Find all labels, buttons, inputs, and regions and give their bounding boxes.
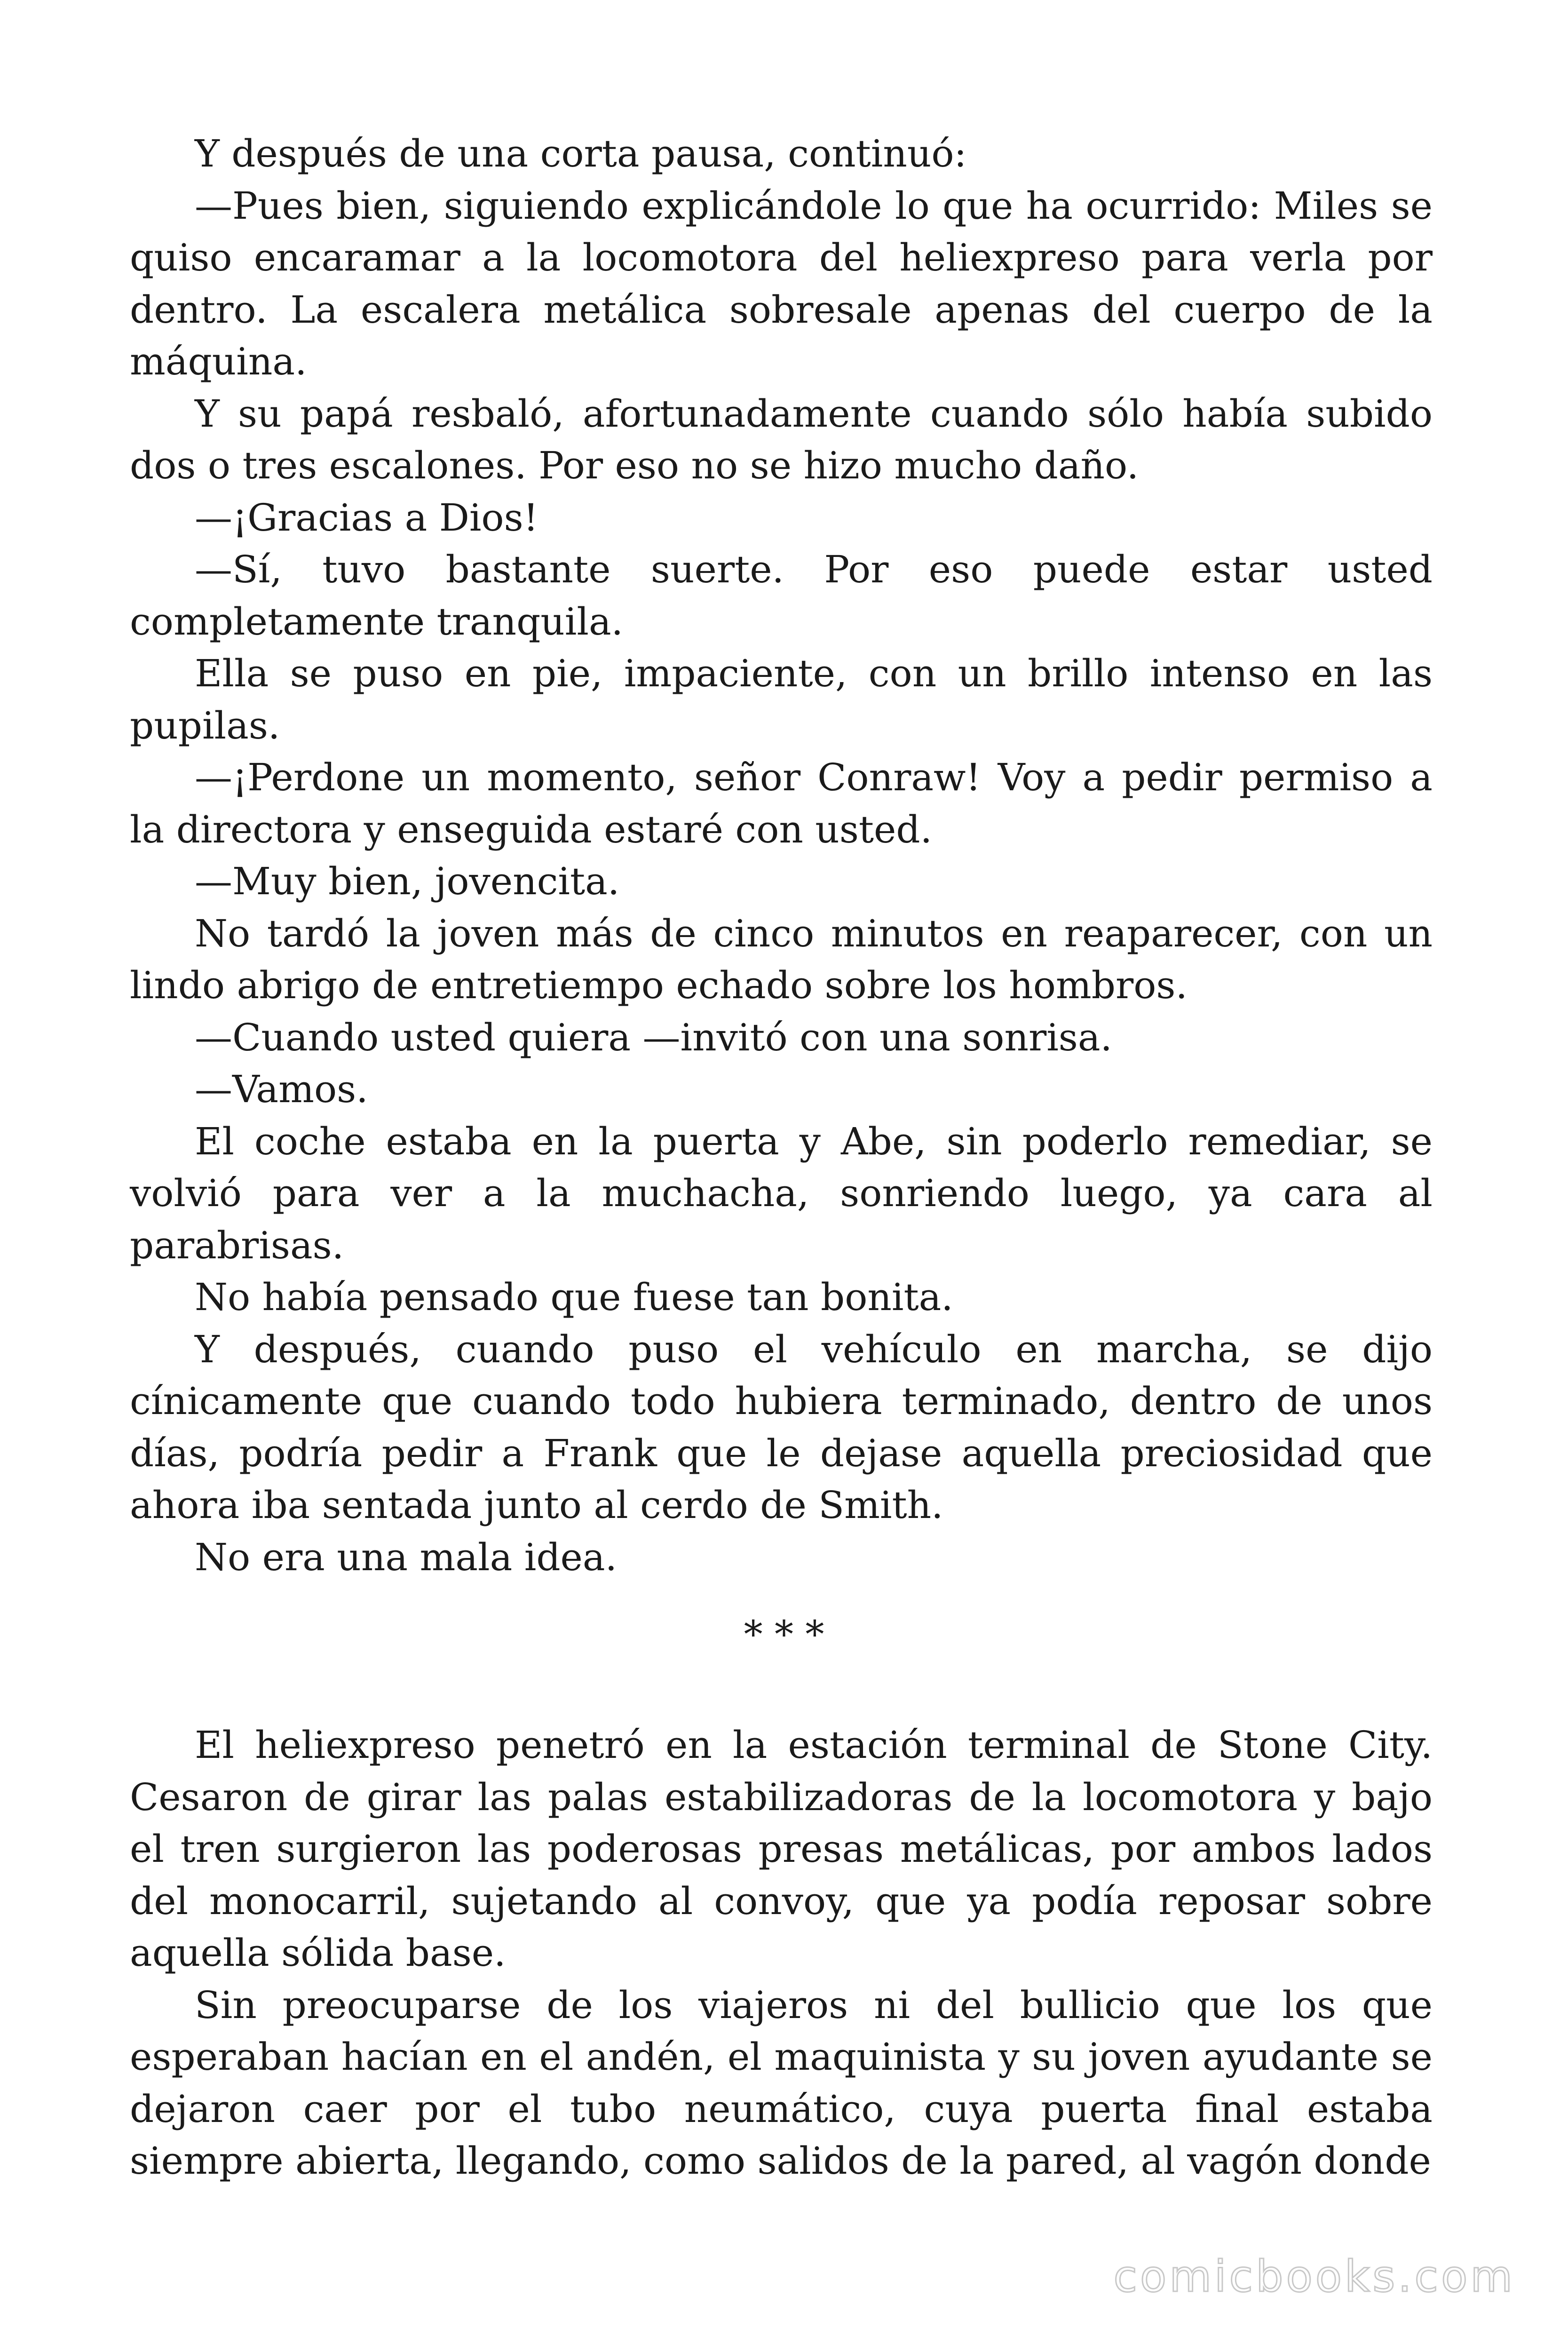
paragraph: —¡Gracias a Dios! [195, 495, 539, 540]
paragraph: —Vamos. [195, 1067, 368, 1111]
text-block-bottom [130, 1719, 1433, 2187]
paragraph: —Muy bien, jovencita. [195, 859, 620, 903]
paragraph: —Sí, tuvo bastante suerte. Por eso puede estar usted completamente tranquila. [130, 548, 1433, 644]
text-block-top [130, 128, 1433, 1583]
paragraph: —¡Perdone un momento, señor Conraw! Voy a pedir permiso a la directora y enseguida estaré con usted. [130, 755, 1433, 851]
paragraph: Ella se puso en pie, impaciente, con un brillo intenso en las pupilas. [130, 652, 1433, 747]
section-separator: * * * [744, 1613, 824, 1656]
paragraph: Y su papá resbaló, afortunadamente cuando sólo había subido dos o tres escalones. Por eso no se hizo mucho daño. [130, 391, 1433, 487]
paragraph: Y después de una corta pausa, continuó: [195, 132, 967, 175]
paragraph: Y después, cuando puso el vehículo en marcha, se dijo cínicamente que cuando todo hubiera terminado, dentro de unos días, podría pedir a Frank que le dejase aquella preciosidad que ahora iba sentada junto al cerdo de Smith. [130, 1327, 1433, 1527]
paragraph: Sin preocuparse de los viajeros ni del bullicio que los que esperaban hacían en el andén, el maquinista y su joven ayudante se dejaron caer por el tubo neumático, cuya puerta final estaba siempre abierta, llegando, como salidos de la pared, al vagón donde [130, 1983, 1433, 2183]
paragraph: No había pensado que fuese tan bonita. [195, 1275, 953, 1319]
watermark-logo: comicbooks.com [1113, 2251, 1515, 2302]
paragraph: El coche estaba en la puerta y Abe, sin poderlo remediar, se volvió para ver a la muchacha, sonriendo luego, ya cara al parabrisas. [130, 1119, 1433, 1267]
paragraph: No era una mala idea. [195, 1535, 618, 1579]
paragraph: —Cuando usted quiera —invitó con una sonrisa. [195, 1015, 1112, 1059]
paragraph: No tardó la joven más de cinco minutos en reaparecer, con un lindo abrigo de entretiempo echado sobre los hombros. [130, 911, 1433, 1007]
paragraph: —Pues bien, siguiendo explicándole lo que ha ocurrido: Miles se quiso encaramar a la locomotora del heliexpreso para verla por dentro. La escalera metálica sobresale apenas del cuerpo de la máquina. [130, 183, 1433, 383]
paragraph: El heliexpreso penetró en la estación terminal de Stone City. Cesaron de girar las palas estabilizadoras de la locomotora y bajo el tren surgieron las poderosas presas metálicas, por ambos lados del monocarril, sujetando al convoy, que ya podía reposar sobre aquella sólida base. [130, 1723, 1433, 1975]
